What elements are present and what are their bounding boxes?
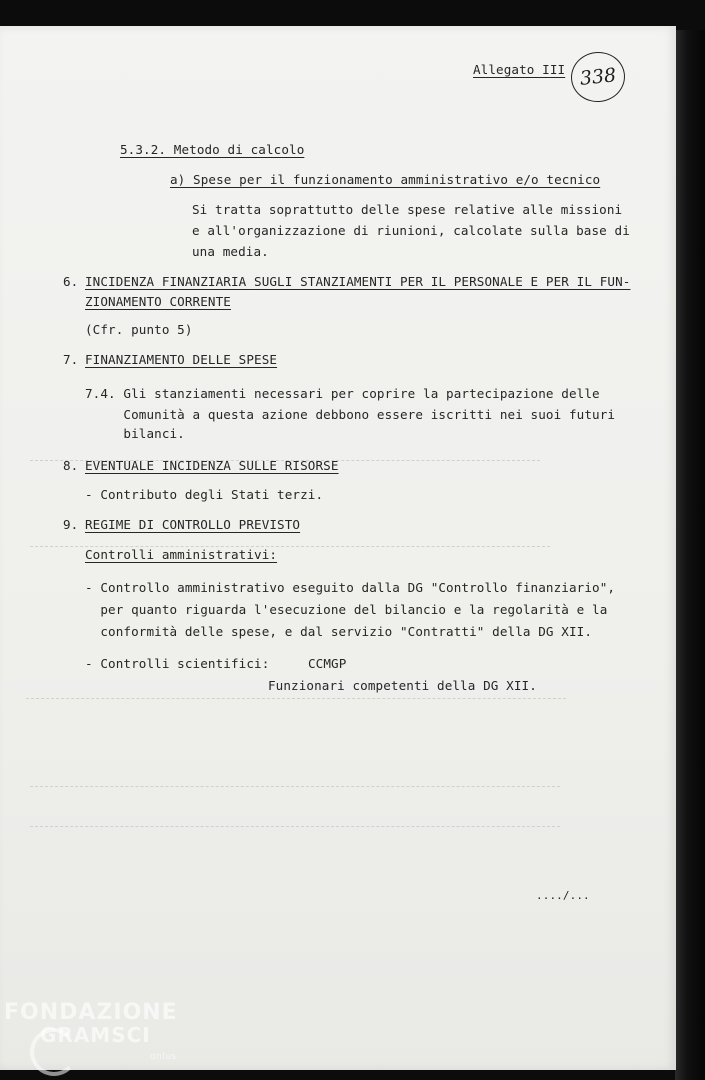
section-532-line-2: e all'organizzazione di riunioni, calcolate sulla base di xyxy=(192,223,630,238)
section-6-heading-2: ZIONAMENTO CORRENTE xyxy=(85,294,231,309)
ghost-line xyxy=(26,698,566,699)
section-8-heading: EVENTUALE INCIDENZA SULLE RISORSE xyxy=(85,458,339,473)
watermark-logo xyxy=(4,1000,178,1062)
section-532-heading: 5.3.2. Metodo di calcolo xyxy=(120,142,305,157)
watermark-line-3: onlus xyxy=(150,1052,177,1062)
section-9-heading: REGIME DI CONTROLLO PREVISTO xyxy=(85,517,301,532)
section-9-sci-label: - Controlli scientifici: xyxy=(85,656,270,671)
continuation-mark: ..../... xyxy=(536,889,590,902)
archive-stamp: 338 xyxy=(569,49,628,104)
watermark-line-2: GRAMSCI xyxy=(40,1023,151,1047)
watermark-line-1: FONDAZIONE xyxy=(4,1000,178,1025)
section-9-sci-value-2: Funzionari competenti della DG XII. xyxy=(268,678,537,693)
section-6-number: 6. xyxy=(63,274,79,289)
section-532-item-a-heading: a) Spese per il funzionamento amministrativo e/o tecnico xyxy=(170,172,601,187)
section-9-admin-line-1: - Controllo amministrativo eseguito dalla DG "Controllo finanziario", xyxy=(85,580,616,595)
section-532-line-3: una media. xyxy=(192,244,269,259)
section-9-admin-line-3: conformità delle spese, e dal servizio "Contratti" della DG XII. xyxy=(85,624,593,639)
section-6-heading-1: INCIDENZA FINANZIARIA SUGLI STANZIAMENTI PER IL PERSONALE E PER IL FUN- xyxy=(85,274,631,289)
section-7-line-1: 7.4. Gli stanziamenti necessari per coprire la partecipazione delle xyxy=(85,386,600,401)
section-9-number: 9. xyxy=(63,517,79,532)
section-9-sci-value: CCMGP xyxy=(308,656,347,671)
section-7-line-2: Comunità a questa azione debbono essere iscritti nei suoi futuri xyxy=(85,407,616,422)
section-7-heading: FINANZIAMENTO DELLE SPESE xyxy=(85,352,278,367)
ghost-line xyxy=(30,786,560,787)
annex-label: Allegato III xyxy=(473,62,566,77)
section-9-subheading: Controlli amministrativi: xyxy=(85,547,278,562)
section-8-number: 8. xyxy=(63,458,79,473)
section-532-line-1: Si tratta soprattutto delle spese relative alle missioni xyxy=(192,202,623,217)
section-7-number: 7. xyxy=(63,352,79,367)
section-6-ref: (Cfr. punto 5) xyxy=(85,322,193,337)
section-9-admin-line-2: per quanto riguarda l'esecuzione del bilancio e la regolarità e la xyxy=(85,602,608,617)
document-edge xyxy=(675,30,705,1080)
document-page xyxy=(0,26,676,1070)
ghost-line xyxy=(30,826,560,827)
section-8-item: - Contributo degli Stati terzi. xyxy=(85,487,324,502)
section-7-line-3: bilanci. xyxy=(85,426,185,441)
